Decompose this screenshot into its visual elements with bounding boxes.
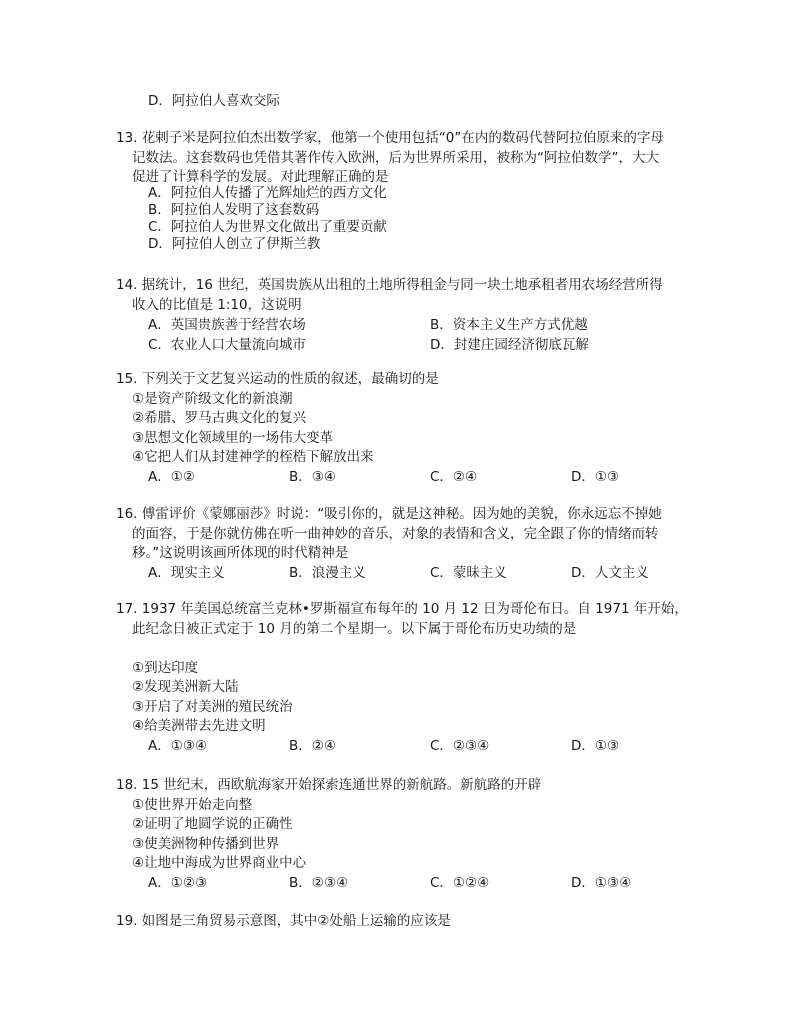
- q15-item-4: ④它把人们从封建神学的桎梏下解放出来: [132, 449, 374, 465]
- q17-item-2: ②发现美洲新大陆: [132, 679, 239, 695]
- q14-option-b[interactable]: B．资本主义生产方式优越: [430, 317, 588, 333]
- q17-option-d[interactable]: D．①③: [571, 737, 620, 754]
- q17-option-a[interactable]: A．①③④: [148, 737, 208, 754]
- q15-stem: 15. 下列关于文艺复兴运动的性质的叙述，最确切的是: [116, 371, 439, 387]
- q17-spacer: [124, 639, 684, 659]
- question-16: [116, 505, 684, 583]
- q18-item-4: ④让地中海成为世界商业中心: [132, 855, 307, 871]
- q13-stem-line-1: 13. 花剌子米是阿拉伯杰出数学家，他第一个使用包括“0”在内的数码代替阿拉伯原来的字母: [116, 130, 664, 146]
- q14-option-a[interactable]: A．英国贵族善于经营农场: [148, 317, 306, 333]
- question-17: [116, 600, 688, 756]
- q13-option-a[interactable]: A．阿拉伯人传播了光辉灿烂的西方文化: [148, 184, 387, 201]
- q15-option-b[interactable]: B．③④: [289, 468, 336, 485]
- q14-stem-line-1: 14. 据统计，16 世纪，英国贵族从出租的土地所得租金与同一块土地承租者用农场经营所得: [116, 277, 663, 293]
- q18-item-2: ②证明了地圆学说的正确性: [132, 816, 293, 832]
- q16-option-a[interactable]: A．现实主义: [148, 564, 225, 581]
- q14-option-d[interactable]: D．封建庄园经济彻底瓦解: [430, 336, 589, 353]
- q16-option-b[interactable]: B．浪漫主义: [289, 564, 366, 581]
- question-18: [116, 776, 684, 893]
- q16-stem-line-1: 16. 傅雷评价《蒙娜丽莎》时说：“吸引你的，就是这神秘。因为她的美貌，你永远忘不掉她: [116, 506, 662, 522]
- q18-stem: 18. 15 世纪末，西欧航海家开始探索连通世界的新航路。新航路的开辟: [116, 777, 542, 793]
- q15-option-a[interactable]: A．①②: [148, 468, 195, 485]
- q15-option-d[interactable]: D．①③: [571, 468, 620, 485]
- q15-item-1: ①是资产阶级文化的新浪潮: [132, 390, 293, 407]
- question-13: [116, 129, 684, 253]
- q16-stem-line-2: 的面容，于是你就仿佛在听一曲神妙的音乐，对象的表情和含义，完全跟了你的情绪而转: [132, 525, 659, 542]
- q13-stem-line-3: 促进了计算科学的发展。对此理解正确的是: [132, 169, 389, 185]
- q13-option-b[interactable]: B．阿拉伯人发明了这套数码: [148, 201, 320, 218]
- q13-option-c[interactable]: C．阿拉伯人为世界文化做出了重要贡献: [148, 218, 387, 235]
- q17-option-c[interactable]: C．②③④: [430, 737, 490, 754]
- q17-stem-line-1: 17. 1937 年美国总统富兰克林•罗斯福宣布每年的 10 月 12 日为哥伦布日。自 1971 年开始，: [116, 601, 688, 617]
- question-19: [116, 912, 684, 932]
- q16-stem-line-3: 移。”这说明该画所体现的时代精神是: [132, 545, 349, 561]
- q18-option-a[interactable]: A．①②③: [148, 874, 208, 891]
- q13-stem-line-2: 记数法。这套数码也凭借其著作传入欧洲，后为世界所采用，被称为“阿拉伯数学”，大大: [132, 149, 659, 166]
- q17-stem-line-2: 此纪念日被正式定于 10 月的第二个星期一。以下属于哥伦布历史功绩的是: [132, 620, 577, 637]
- q17-item-1: ①到达印度: [132, 659, 199, 676]
- question-15: [116, 370, 684, 487]
- q19-stem: 19. 如图是三角贸易示意图，其中②处船上运输的应该是: [116, 913, 451, 929]
- q16-option-c[interactable]: C．蒙昧主义: [430, 564, 507, 581]
- question-14: [116, 276, 684, 355]
- q17-item-4: ④给美洲带去先进文明: [132, 718, 266, 734]
- q14-stem-line-2: 收入的比值是 1:10，这说明: [132, 296, 302, 313]
- q18-option-b[interactable]: B．②③④: [289, 874, 349, 891]
- q18-item-1: ①使世界开始走向整: [132, 796, 253, 813]
- q15-item-3: ③思想文化领域里的一场伟大变革: [132, 429, 334, 446]
- q13-option-d[interactable]: D．阿拉伯人创立了伊斯兰教: [148, 235, 321, 252]
- q17-item-3: ③开启了对美洲的殖民统治: [132, 698, 293, 715]
- q18-item-3: ③使美洲物种传播到世界: [132, 835, 280, 852]
- q12-option-d[interactable]: D．阿拉伯人喜欢交际: [148, 93, 280, 109]
- q15-item-2: ②希腊、罗马古典文化的复兴: [132, 410, 307, 426]
- q18-option-d[interactable]: D．①③④: [571, 874, 632, 891]
- question-12-tail: [124, 92, 684, 112]
- q14-option-c[interactable]: C．农业人口大量流向城市: [148, 336, 306, 353]
- q18-option-c[interactable]: C．①②④: [430, 874, 490, 891]
- q16-option-d[interactable]: D．人文主义: [571, 564, 649, 581]
- q17-option-b[interactable]: B．②④: [289, 737, 336, 754]
- q15-option-c[interactable]: C．②④: [430, 468, 478, 485]
